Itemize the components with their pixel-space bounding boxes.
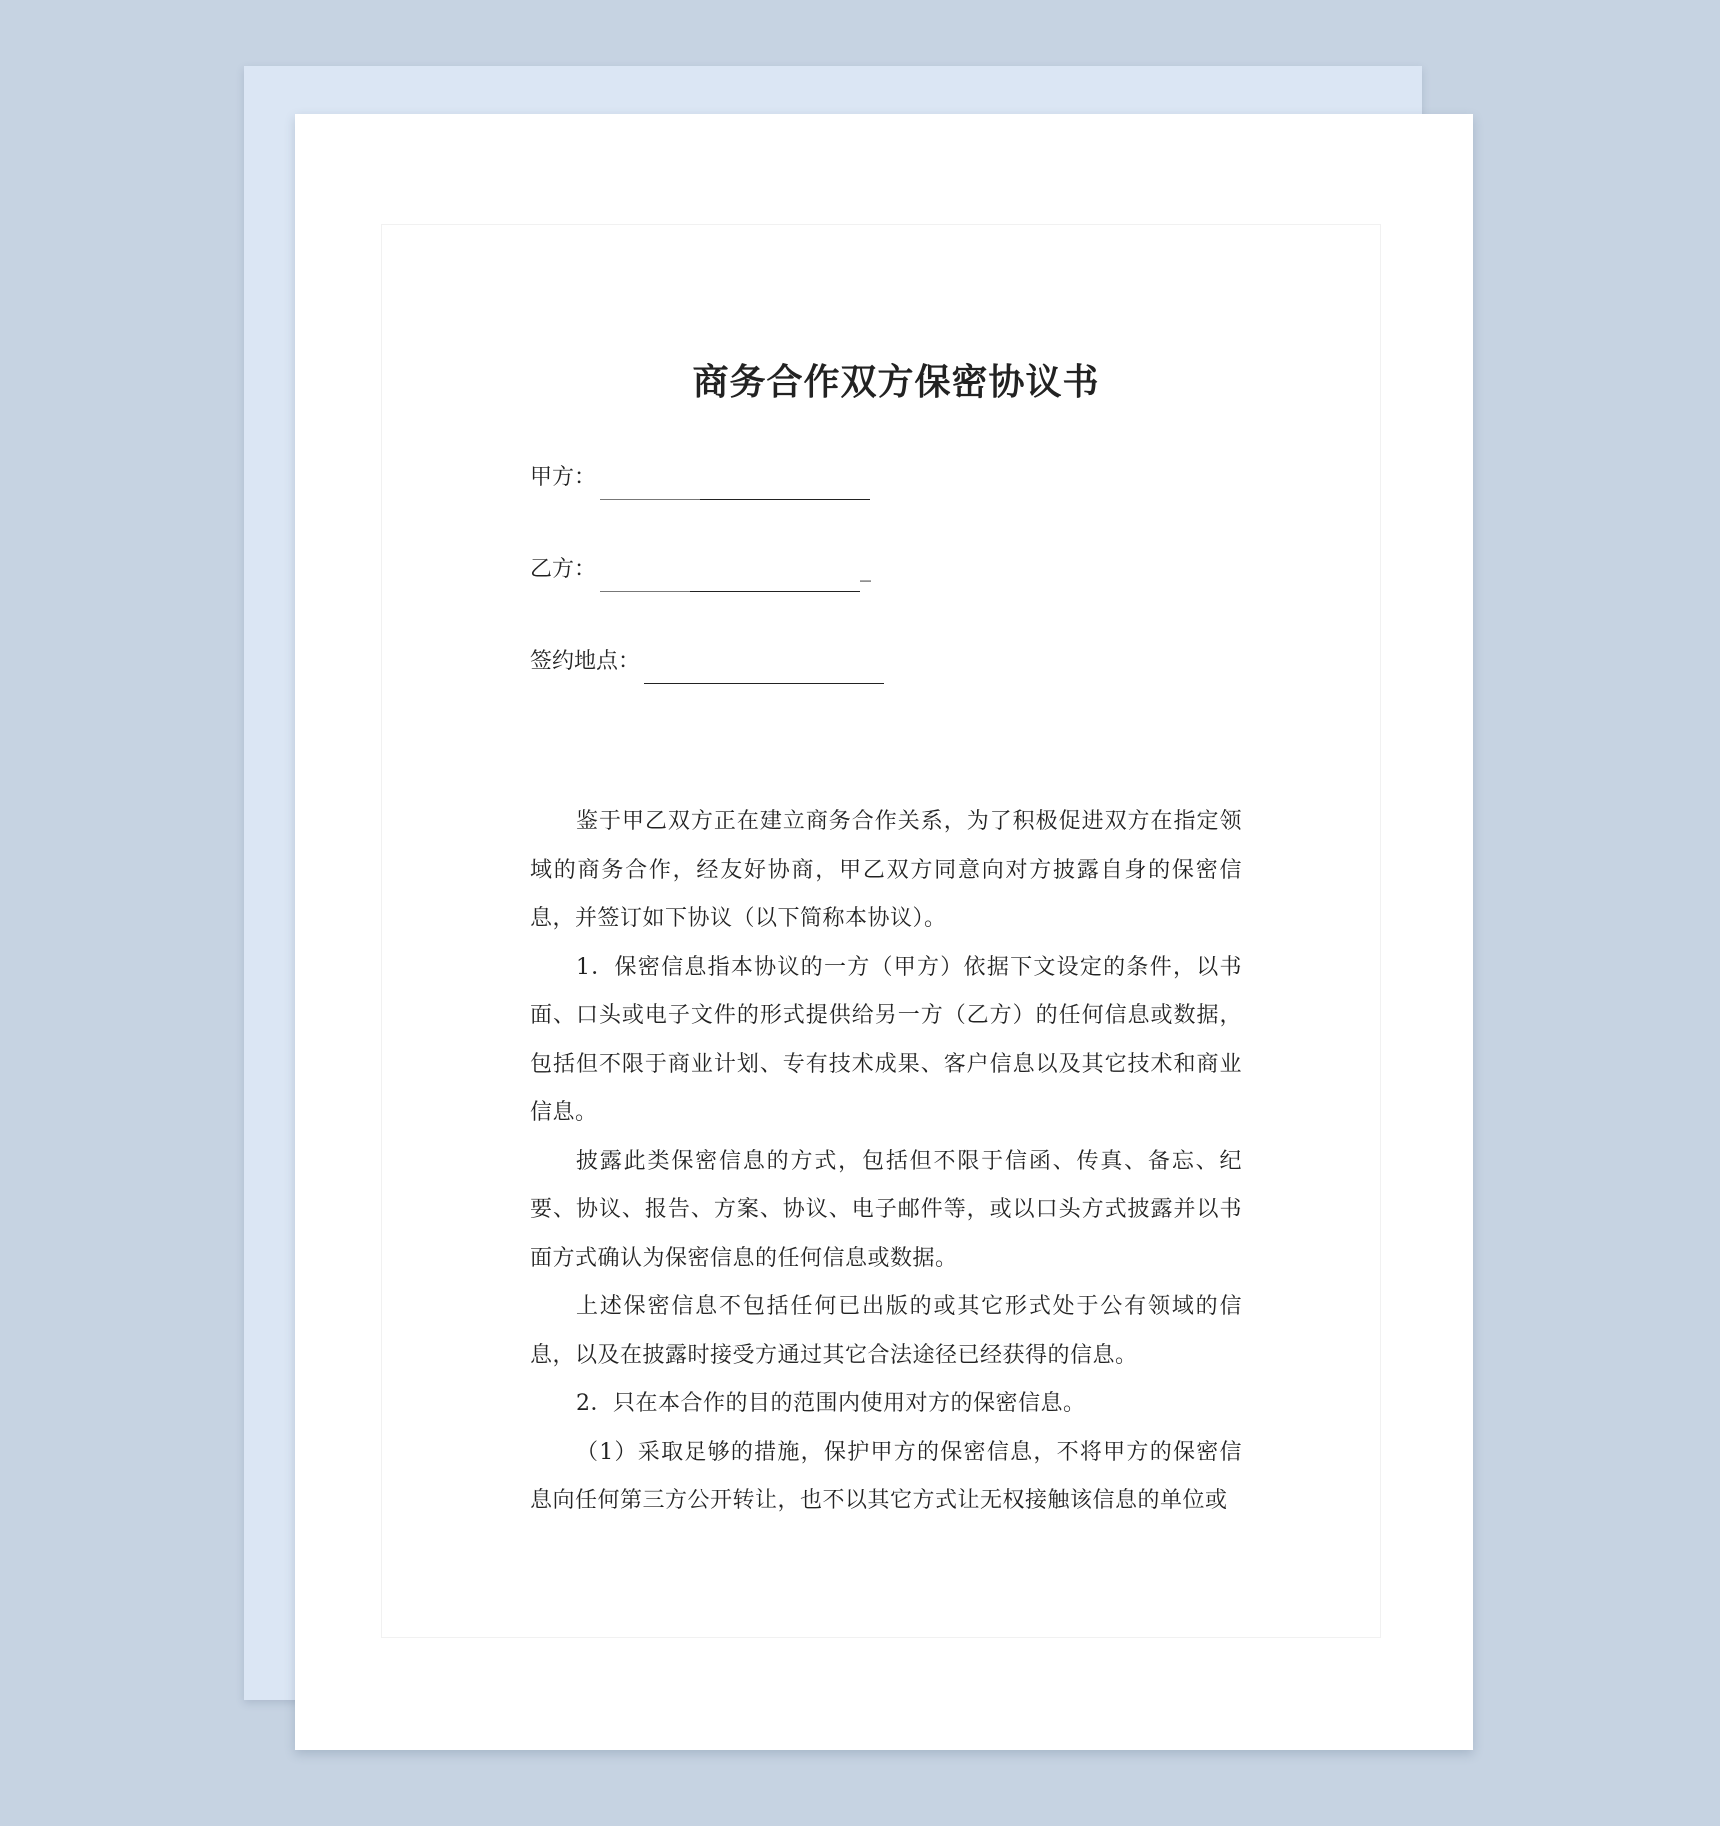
paragraph-disclosure: 披露此类保密信息的方式，包括但不限于信函、传真、备忘、纪要、协议、报告、方案、协议、电子邮件等，或以口头方式披露并以书面方式确认为保密信息的任何信息或数据。 — [530, 1148, 1242, 1271]
document-page — [295, 114, 1473, 1750]
party-a-field — [530, 456, 1242, 500]
document-body — [530, 354, 1242, 1526]
agreement-text — [530, 798, 1242, 1526]
party-b-label: 乙方： — [530, 557, 597, 582]
party-b-blank-long — [690, 561, 860, 592]
document-title: 商务合作双方保密协议书 — [692, 361, 1100, 403]
paragraph-clause-2: 2．只在本合作的目的范围内使用对方的保密信息。 — [576, 1391, 1086, 1416]
party-b-suffix: _ — [860, 557, 872, 582]
party-b-field — [530, 548, 1242, 592]
signing-location-label: 签约地点： — [530, 649, 641, 674]
paragraph-exclusion: 上述保密信息不包括任何已出版的或其它形式处于公有领域的信息，以及在披露时接受方通过其它合法途径已经获得的信息。 — [530, 1294, 1242, 1368]
party-a-blank-short — [600, 469, 700, 500]
party-a-blank-long — [700, 469, 870, 500]
paragraph-intro: 鉴于甲乙双方正在建立商务合作关系，为了积极促进双方在指定领域的商务合作，经友好协商，甲乙双方同意向对方披露自身的保密信息，并签订如下协议（以下简称本协议）。 — [530, 809, 1242, 931]
paragraph-clause-2-1: （1）采取足够的措施，保护甲方的保密信息，不将甲方的保密信息向任何第三方公开转让，也不以其它方式让无权接触该信息的单位或 — [530, 1439, 1242, 1513]
party-a-label: 甲方： — [530, 465, 597, 490]
party-b-blank-short — [600, 561, 690, 592]
signing-location-blank — [644, 653, 884, 684]
signing-location-field — [530, 640, 1242, 684]
paragraph-clause-1: 1．保密信息指本协议的一方（甲方）依据下文设定的条件，以书面、口头或电子文件的形式提供给另一方（乙方）的任何信息或数据，包括但不限于商业计划、专有技术成果、客户信息以及其它技术和商业信息。 — [530, 954, 1242, 1125]
